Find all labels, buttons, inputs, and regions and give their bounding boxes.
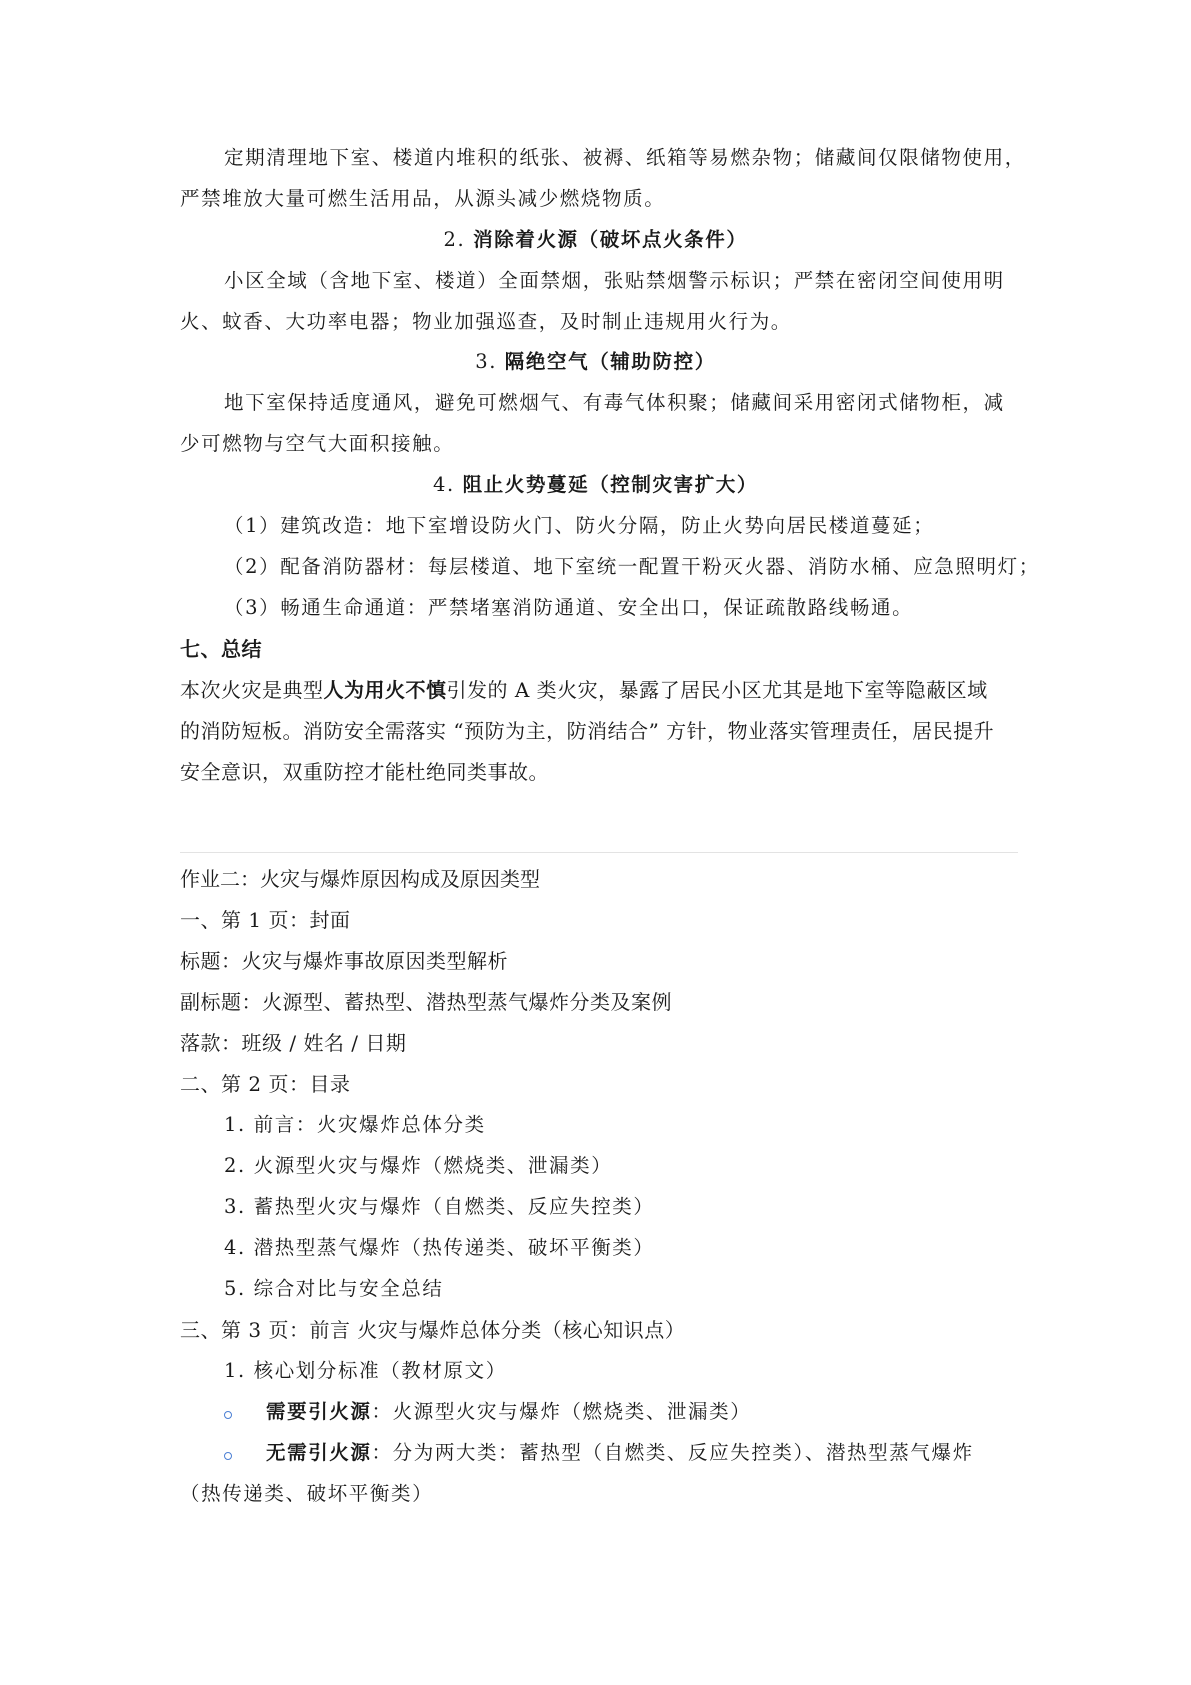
section-heading (180, 639, 262, 659)
horizontal-rule (180, 852, 1018, 853)
list-item: （3）畅通生命通道：严禁堵塞消防通道、安全出口，保证疏散路线畅通。 (224, 596, 914, 619)
paragraph-line: 火、蚊香、大功率电器；物业加强巡查，及时制止违规用火行为。 (180, 310, 792, 333)
paragraph-line: 少可燃物与空气大面积接触。 (180, 432, 455, 455)
cover-subtitle: 副标题：火源型、蓄热型、潜热型蒸气爆炸分类及案例 (180, 990, 672, 1014)
subheading-4 (0, 475, 1191, 495)
paragraph-line: 小区全域（含地下室、楼道）全面禁烟，张贴禁烟警示标识；严禁在密闭空间使用明 (224, 269, 1005, 292)
toc-item: 5. 综合对比与安全总结 (224, 1277, 444, 1300)
cover-title: 标题：火灾与爆炸事故原因类型解析 (180, 949, 508, 973)
paragraph-line: 安全意识，双重防控才能杜绝同类事故。 (180, 760, 549, 784)
bullet-text: ：分为两大类：蓄热型（自燃类、反应失控类）、潜热型蒸气爆炸 (371, 1441, 974, 1464)
hollow-bullet-icon (224, 1452, 232, 1460)
subheading-number: 2. (443, 228, 474, 251)
toc-item: 2. 火源型火灾与爆炸（燃烧类、泄漏类） (224, 1154, 613, 1177)
subheading-2 (0, 230, 1191, 250)
subheading-text: 隔绝空气（辅助防控） (504, 350, 716, 373)
text-run: 引发的 A 类火灾，暴露了居民小区尤其是地下室等隐蔽区域 (446, 678, 988, 702)
assignment-title: 作业二：火灾与爆炸原因构成及原因类型 (180, 867, 540, 891)
paragraph-line: 定期清理地下室、楼道内堆积的纸张、被褥、纸箱等易燃杂物；储藏间仅限储物使用， (224, 146, 1026, 169)
paragraph-line: 的消防短板。消防安全需落实 “预防为主，防消结合” 方针，物业落实管理责任，居民提升 (180, 719, 995, 743)
bullet-item (266, 1402, 751, 1422)
toc-item: 4. 潜热型蒸气爆炸（热传递类、破坏平衡类） (224, 1236, 655, 1259)
cover-sign: 落款：班级 / 姓名 / 日期 (180, 1031, 407, 1055)
bullet-item (266, 1443, 974, 1463)
list-item: （1）建筑改造：地下室增设防火门、防火分隔，防止火势向居民楼道蔓延； (224, 514, 935, 537)
list-item: （2）配备消防器材：每层楼道、地下室统一配置干粉灭火器、消防水桶、应急照明灯； (224, 555, 1040, 578)
bullet-continuation: （热传递类、破坏平衡类） (180, 1482, 434, 1505)
sub-heading: 1. 核心划分标准（教材原文） (224, 1359, 507, 1382)
subheading-number: 4. (432, 473, 463, 496)
text-run: 本次火灾是典型 (180, 678, 324, 702)
subheading-text: 阻止火势蔓延（控制灾害扩大） (462, 473, 758, 496)
toc-item: 1. 前言：火灾爆炸总体分类 (224, 1113, 486, 1136)
bullet-label: 需要引火源 (266, 1400, 372, 1423)
hollow-bullet-icon (224, 1411, 232, 1419)
bullet-label: 无需引火源 (266, 1441, 372, 1464)
paragraph-line: 严禁堆放大量可燃生活用品，从源头减少燃烧物质。 (180, 187, 666, 210)
subheading-text: 消除着火源（破坏点火条件） (473, 228, 748, 251)
heading-text: 七、总结 (180, 637, 262, 661)
subheading-number: 3. (475, 350, 505, 373)
paragraph-line: 地下室保持适度通风，避免可燃烟气、有毒气体积聚；储藏间采用密闭式储物柜，减 (224, 391, 1005, 414)
toc-item: 3. 蓄热型火灾与爆炸（自燃类、反应失控类） (224, 1195, 655, 1218)
paragraph-line (180, 680, 988, 700)
subheading-3 (0, 352, 1191, 372)
bullet-text: ：火源型火灾与爆炸（燃烧类、泄漏类） (371, 1400, 752, 1423)
text-run-bold: 人为用火不慎 (323, 678, 447, 702)
page-heading: 一、第 1 页：封面 (180, 908, 351, 932)
page-heading: 三、第 3 页：前言 火灾与爆炸总体分类（核心知识点） (180, 1318, 686, 1342)
page-heading: 二、第 2 页：目录 (180, 1072, 351, 1096)
